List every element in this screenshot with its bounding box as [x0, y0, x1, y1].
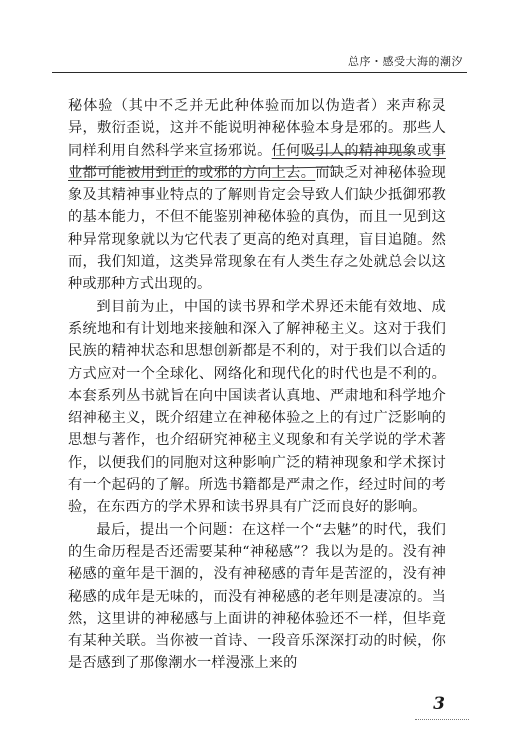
paragraph-1 — [68, 95, 446, 296]
header-rule — [52, 72, 467, 73]
handwritten-underlined-sentence: 任何吸引人的精神现象或事业都可能被用到正的或邪的方向上去。 — [68, 142, 446, 181]
paragraph-1-text-a: 秘体验（其中不乏并无此种体验而加以伪造者）来声称灵异，敷衍歪说，这并不能说明神秘体验本身是邪的。那些人同样利用自然科学来宣扬邪说。 — [68, 98, 446, 159]
paragraph-2: 到目前为止，中国的读书界和学术界还未能有效地、成系统地和有计划地来接触和深入了解神秘主义。这对于我们民族的精神状态和思想创新都是不利的，对于我们以合适的方式应对一个全球化、网络化和现代化的时代也是不利的。本套系列丛书就旨在向中国读者认真地、严肃地和科学地介绍神秘主义，既介绍建立在神秘体验之上的有过广泛影响的思想与著作，也介绍研究神秘主义现象和有关学说的学术著作，以便我们的同胞对这种影响广泛的精神现象和学术探讨有一个起码的了解。所选书籍都是严肃之作，经过时间的考验，在东西方的学术界和读书界具有广泛而良好的影响。 — [68, 298, 446, 516]
paragraph-1-text-b: 而缺乏对神秘体验现象及其精神事业特点的了解则肯定会导致人们缺少抵御邪教的基本能力，不但不能鉴别神秘体验的真伪，而且一见到这种异常现象就以为它代表了更高的绝对真理，盲目追随。然而，我们知道，这类异常现象在有人类生存之处就总会以这种或那种方式出现的。 — [68, 164, 446, 293]
footer-rule — [415, 719, 469, 720]
page-number: 3 — [433, 694, 445, 714]
main-text — [68, 95, 446, 675]
paragraph-3: 最后，提出一个问题：在这样一个“去魅”的时代，我们的生命历程是否还需要某种“神秘感”？我以为是的。没有神秘感的童年是干涸的，没有神秘感的青年是苦涩的，没有神秘感的成年是无味的，而没有神秘感的老年则是凄凉的。当然，这里讲的神秘感与上面讲的神秘体验还不一样，但毕竟有某种关联。当你被一首诗、一段音乐深深打动的时候，你是否感到了那像潮水一样漫涨上来的 — [68, 521, 446, 672]
running-head-title: 总序・感受大海的潮汐 — [348, 55, 463, 68]
